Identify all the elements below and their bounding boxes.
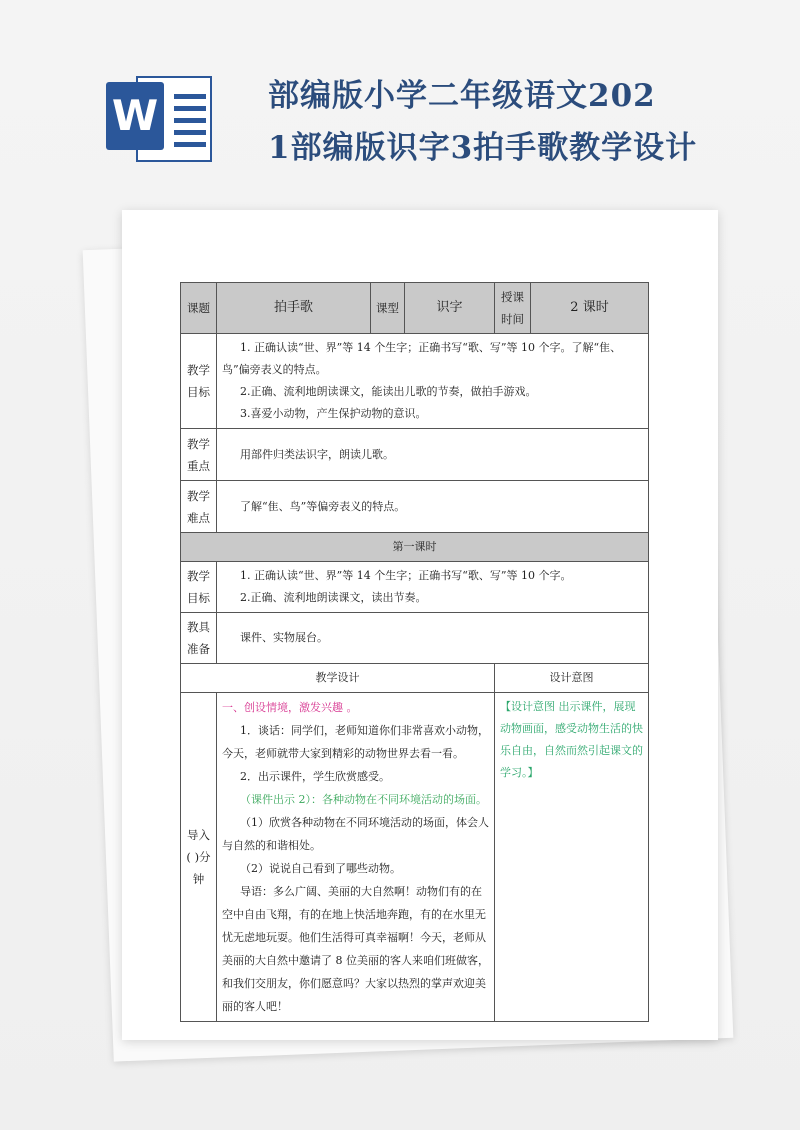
design-content: [217, 693, 495, 1022]
design-paragraph: 导语：多么广阔、美丽的大自然啊！动物们有的在空中自由飞翔，有的在地上快活地奔跑，有的在水里无忧无虑地玩耍。他们生活得可真幸福啊！今天，老师从美丽的大自然中邀请了 8 位美丽的客人来咱们班做客，和我们交朋友，你们愿意吗？大家以热烈的掌声欢迎美丽的客人吧！: [222, 885, 489, 1013]
type-value: 识字: [405, 283, 495, 334]
focus-content: 用部件归类法识字，朗读儿歌。: [217, 429, 649, 481]
intro-row: [181, 693, 649, 1022]
intent-header: 设计意图: [495, 664, 649, 693]
goals-label: 教学 目标: [181, 334, 217, 429]
course-value: 拍手歌: [217, 283, 371, 334]
lesson-goals-label: 教学 目标: [181, 562, 217, 613]
course-row: [181, 283, 649, 334]
tools-label: 教具 准备: [181, 613, 217, 664]
difficulty-row: [181, 481, 649, 533]
title-line-2: 1部编版识字3拍手歌教学设计: [268, 130, 698, 166]
time-label: 授课 时间: [495, 283, 531, 334]
intro-label: 导入 ( )分 钟: [181, 693, 217, 1022]
focus-row: [181, 429, 649, 481]
lesson-goals-content: [217, 562, 649, 613]
design-paragraph: 1．谈话：同学们，老师知道你们非常喜欢小动物，今天，老师就带大家到精彩的动物世界去看一看。: [222, 724, 489, 760]
type-label: 课型: [371, 283, 405, 334]
goals-row: [181, 334, 649, 429]
design-paragraph: （课件出示 2）：各种动物在不同环境活动的场面。: [240, 793, 487, 806]
course-label: 课题: [181, 283, 217, 334]
page-title: [268, 70, 708, 174]
difficulty-label: 教学 难点: [181, 481, 217, 533]
lesson-plan-table: [180, 282, 649, 1022]
lesson-goals-row: [181, 562, 649, 613]
design-paragraph: （2）说说自己看到了哪些动物。: [240, 862, 401, 875]
word-icon: [106, 70, 214, 162]
section-title: 第一课时: [181, 533, 649, 562]
design-header-row: [181, 664, 649, 693]
lesson-goal-item: 2.正确、流利地朗读课文，读出节奏。: [240, 591, 427, 604]
design-paragraph: 2．出示课件，学生欣赏感受。: [240, 770, 390, 783]
goal-item: 3.喜爱小动物，产生保护动物的意识。: [240, 407, 427, 420]
time-value: 2 课时: [531, 283, 649, 334]
section-row: [181, 533, 649, 562]
tools-content: 课件、实物展台。: [217, 613, 649, 664]
goals-content: [217, 334, 649, 429]
lesson-goal-item: 1. 正确认读“世、界”等 14 个生字；正确书写“歌、写”等 10 个字。: [240, 569, 572, 582]
design-heading: 一、创设情境，激发兴趣 。: [222, 701, 358, 714]
difficulty-content: 了解“隹、鸟”等偏旁表义的特点。: [217, 481, 649, 533]
goal-item: 2.正确、流利地朗读课文，能读出儿歌的节奏，做拍手游戏。: [240, 385, 537, 398]
design-paragraph: （1）欣赏各种动物在不同环境活动的场面，体会人与自然的和谐相处。: [222, 816, 489, 852]
title-line-1: 部编版小学二年级语文202: [268, 78, 656, 114]
word-w-badge: W: [106, 82, 164, 150]
intent-content: 【设计意图 出示课件，展现动物画面，感受动物生活的快乐自由，自然而然引起课文的学习。】: [495, 693, 649, 1022]
tools-row: [181, 613, 649, 664]
goal-item: 1. 正确认读“世、界”等 14 个生字；正确书写“歌、写”等 10 个字。了解“隹、鸟”偏旁表义的特点。: [222, 341, 622, 376]
focus-label: 教学 重点: [181, 429, 217, 481]
design-header: 教学设计: [181, 664, 495, 693]
